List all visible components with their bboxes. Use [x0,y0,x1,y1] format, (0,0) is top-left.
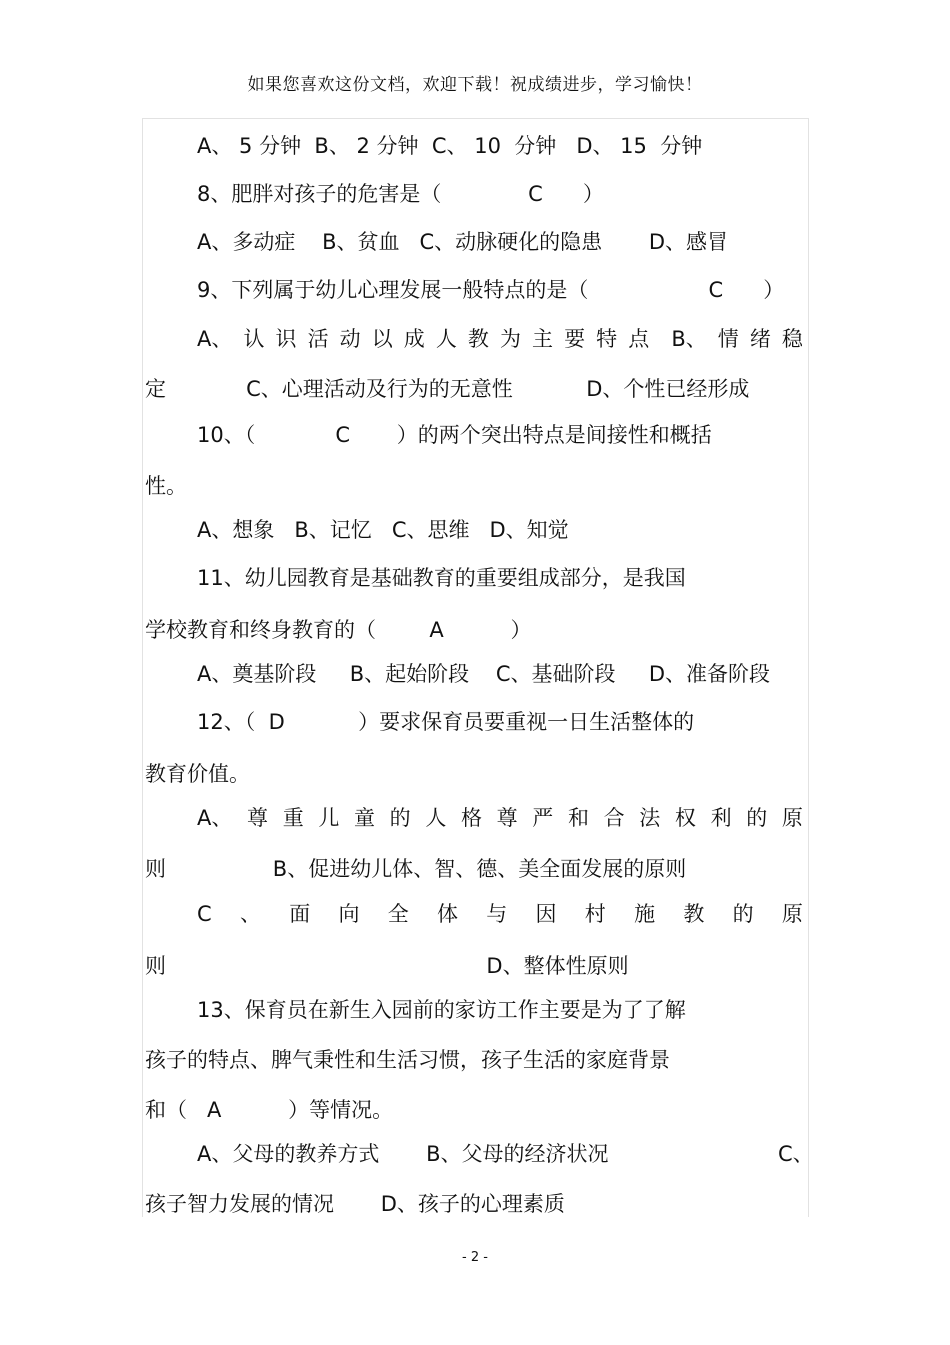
char: 村 [584,902,606,926]
page-header: 如果您喜欢这份文档，欢迎下载！祝成绩进步，学习愉快！ [247,75,703,95]
options-12-line2: 则 B、促进幼儿体、智、德、美全面发展的原则 [145,857,687,881]
char: 儿 [318,806,340,830]
options-12-line3 [197,900,803,928]
char: 权 [674,806,696,830]
char: 尊 [247,806,269,830]
char: 要 [564,327,586,351]
char: 稳 [781,327,803,351]
char: 活 [307,327,329,351]
char: 原 [781,806,803,830]
options-9-line1 [197,325,803,353]
question-9: 9、下列属于幼儿心理发展一般特点的是（ C ） [197,278,785,302]
char: 的 [746,806,768,830]
question-13-cont1: 孩子的特点、脾气秉性和生活习惯，孩子生活的家庭背景 [145,1048,670,1072]
char: 识 [275,327,297,351]
char: 全 [387,902,409,926]
char: 动 [339,327,361,351]
question-11-cont: 学校教育和终身教育的（ A ） [145,618,532,642]
char: 因 [535,902,557,926]
char: 和 [567,806,589,830]
page-number: - 2 - [462,1250,488,1265]
char: 体 [437,902,458,926]
options-8: A、多动症 B、贫血 C、动脉硬化的隐患 D、感冒 [197,230,729,254]
char: 人 [425,806,447,830]
char: 点 [628,327,650,351]
char: 原 [781,902,803,926]
char: 以 [371,327,393,351]
char: 主 [532,327,553,351]
options-9-line2: 定 C、心理活动及行为的无意性 D、个性已经形成 [145,377,750,401]
char: 的 [389,806,411,830]
char: 面 [289,902,311,926]
char: B、 [671,327,707,351]
char: 合 [603,806,625,830]
char: 的 [732,902,754,926]
char: 尊 [496,806,518,830]
char: 童 [354,806,375,830]
char: 认 [243,327,265,351]
line-options-7: A、 5 分钟 B、 2 分钟 C、 10 分钟 D、 15 分钟 [197,134,703,158]
char: 绪 [749,327,771,351]
char: 法 [639,806,661,830]
char: 利 [710,806,732,830]
char: A、 [197,806,233,830]
char: 重 [282,806,304,830]
char: 人 [435,327,457,351]
options-13-line2: 孩子智力发展的情况 D、孩子的心理素质 [145,1192,565,1216]
question-10: 10、（ C ）的两个突出特点是间接性和概括 [197,423,712,447]
question-12: 12、（ D ）要求保育员要重视一日生活整体的 [197,710,695,734]
char: 与 [486,902,508,926]
question-12-cont: 教育价值。 [145,762,250,786]
question-10-cont: 性。 [145,474,187,498]
options-12-line1 [197,804,803,832]
options-13-line1: A、父母的教养方式 B、父母的经济状况 [197,1142,609,1166]
options-12-line4: 则 D、整体性原则 [145,954,629,978]
char: 成 [403,327,425,351]
char: 情 [717,327,739,351]
question-11: 11、幼儿园教育是基础教育的重要组成部分，是我国 [197,566,686,590]
question-13: 13、保育员在新生入园前的家访工作主要是为了了解 [197,998,686,1022]
options-11: A、奠基阶段 B、起始阶段 C、基础阶段 D、准备阶段 [197,662,771,686]
char: 严 [532,806,554,830]
char: 、 [239,902,261,926]
char: C [197,902,212,926]
question-8: 8、肥胖对孩子的危害是（ C ） [197,182,604,206]
char: 特 [596,327,618,351]
char: 格 [460,806,482,830]
char: 教 [467,327,489,351]
options-13-c-label: C、 [778,1142,814,1166]
char: 施 [634,902,656,926]
char: A、 [197,327,233,351]
options-10: A、想象 B、记忆 C、思维 D、知觉 [197,518,569,542]
char: 教 [683,902,705,926]
char: 向 [338,902,360,926]
char: 为 [499,327,521,351]
question-13-cont2: 和（ A ）等情况。 [145,1098,394,1122]
